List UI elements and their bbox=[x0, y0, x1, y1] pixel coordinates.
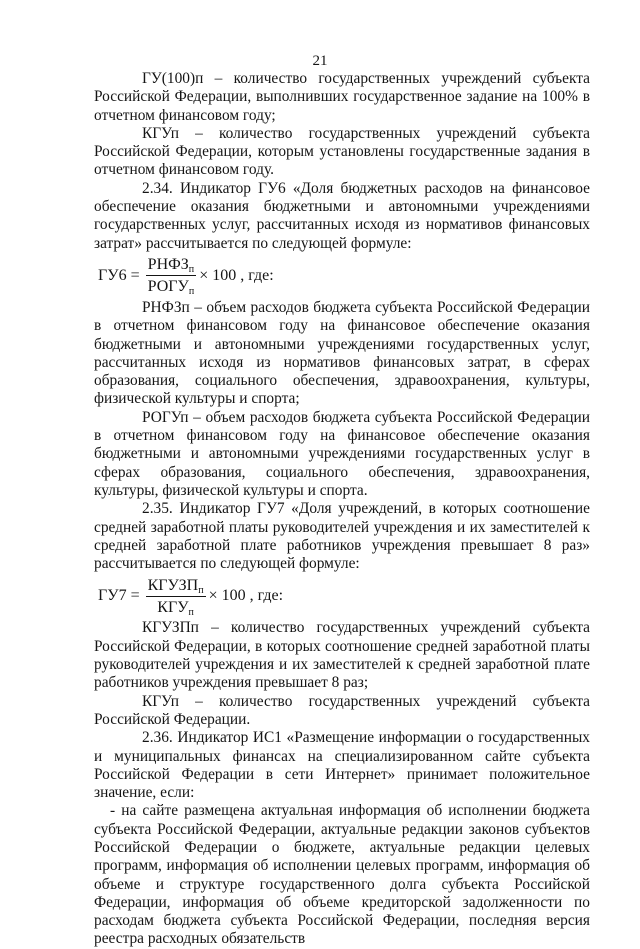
formula-gu7-denominator: $КГУ_п$ bbox=[157, 598, 194, 618]
formula-gu7-lhs: ГУ7 = bbox=[98, 587, 140, 605]
formula-gu7-fraction bbox=[146, 577, 206, 616]
paragraph-2-34: 2.34. Индикатор ГУ6 «Доля бюджетных расходов на финансовое обеспечение оказания бюджетными и автономными учреждениями государственных услуг, рассчитанных исходя из нормативов финансовых затрат» рассчитывается по следующей формуле: bbox=[94, 179, 590, 252]
formula-gu6-rhs: × 100 , где: bbox=[199, 266, 274, 284]
paragraph-kgu-definition: КГУп – количество государственных учреждений субъекта Российской Федерации, которым установлены государственные задания в отчетном финансовом году. bbox=[94, 124, 590, 179]
formula-gu6-fraction bbox=[146, 256, 197, 298]
paragraph-condition-list-item: - на сайте размещена актуальная информация об исполнении бюджета субъекта Российской Федерации, актуальные редакции законов субъектов Российской Федерации о бюджете, актуальные редакции целевых программ, информация об исполнении целевых программ, информация об объеме и структуре государственного долга субъекта Российской Федерации, информация об объеме кредиторской задолженности по расходам бюджета субъекта Российской Федерации, последняя версия реестра расходных обязательств bbox=[94, 802, 590, 948]
formula-gu6-lhs: ГУ6 = bbox=[98, 266, 140, 284]
paragraph-rogu-definition: РОГУп – объем расходов бюджета субъекта Российской Федерации в отчетном финансовом году на финансовое обеспечение оказания бюджетными и автономными учреждениями государственных услуг в сферах образования, социального обеспечения, здравоохранения, культуры, физической культуры и спорта. bbox=[94, 408, 590, 499]
paragraph-gu100-definition: ГУ(100)п – количество государственных учреждений субъекта Российской Федерации, выполнивших государственное задание на 100% в отчетном финансовом году; bbox=[94, 70, 590, 124]
paragraph-2-36: 2.36. Индикатор ИС1 «Размещение информации о государственных и муниципальных финансах на специализированном сайте субъекта Российской Федерации в сети Интернет» принимает положительное значение, если: bbox=[94, 729, 590, 802]
formula-gu7-numerator: $КГУЗП_п$ bbox=[147, 576, 204, 596]
page-number: 21 bbox=[312, 53, 328, 69]
paragraph-rnfz-definition: РНФЗп – объем расходов бюджета субъекта Российской Федерации в отчетном финансовом году на финансовое обеспечение оказания бюджетными и автономными учреждениями государственных услуг, рассчитанных исходя из нормативов финансовых затрат, в сферах образования, социального обеспечения, здравоохранения, культуры, физической культуры и спорта; bbox=[94, 298, 590, 408]
formula-gu6 bbox=[98, 253, 590, 299]
formula-gu6-denominator: $РОГУ_п$ bbox=[147, 278, 195, 298]
document-body bbox=[94, 70, 590, 949]
paragraph-2-35: 2.35. Индикатор ГУ7 «Доля учреждений, в которых соотношение средней заработной платы руководителей учреждения и их заместителей к средней заработной плате работников учреждения превышает 8 раз» рассчитывается по следующей формуле: bbox=[94, 500, 590, 573]
paragraph-kgu-definition-2: КГУп – количество государственных учреждений субъекта Российской Федерации. bbox=[94, 692, 590, 728]
formula-gu7 bbox=[98, 573, 590, 619]
formula-gu7-rhs: × 100 , где: bbox=[208, 587, 284, 605]
formula-gu6-numerator: $РНФЗ_п$ bbox=[147, 256, 195, 276]
paragraph-kguzp-definition: КГУЗПп – количество государственных учреждений субъекта Российской Федерации, в которых соотношение средней заработной платы руководителей учреждения и их заместителей к средней заработной плате работников учреждения превышает 8 раз; bbox=[94, 619, 590, 692]
